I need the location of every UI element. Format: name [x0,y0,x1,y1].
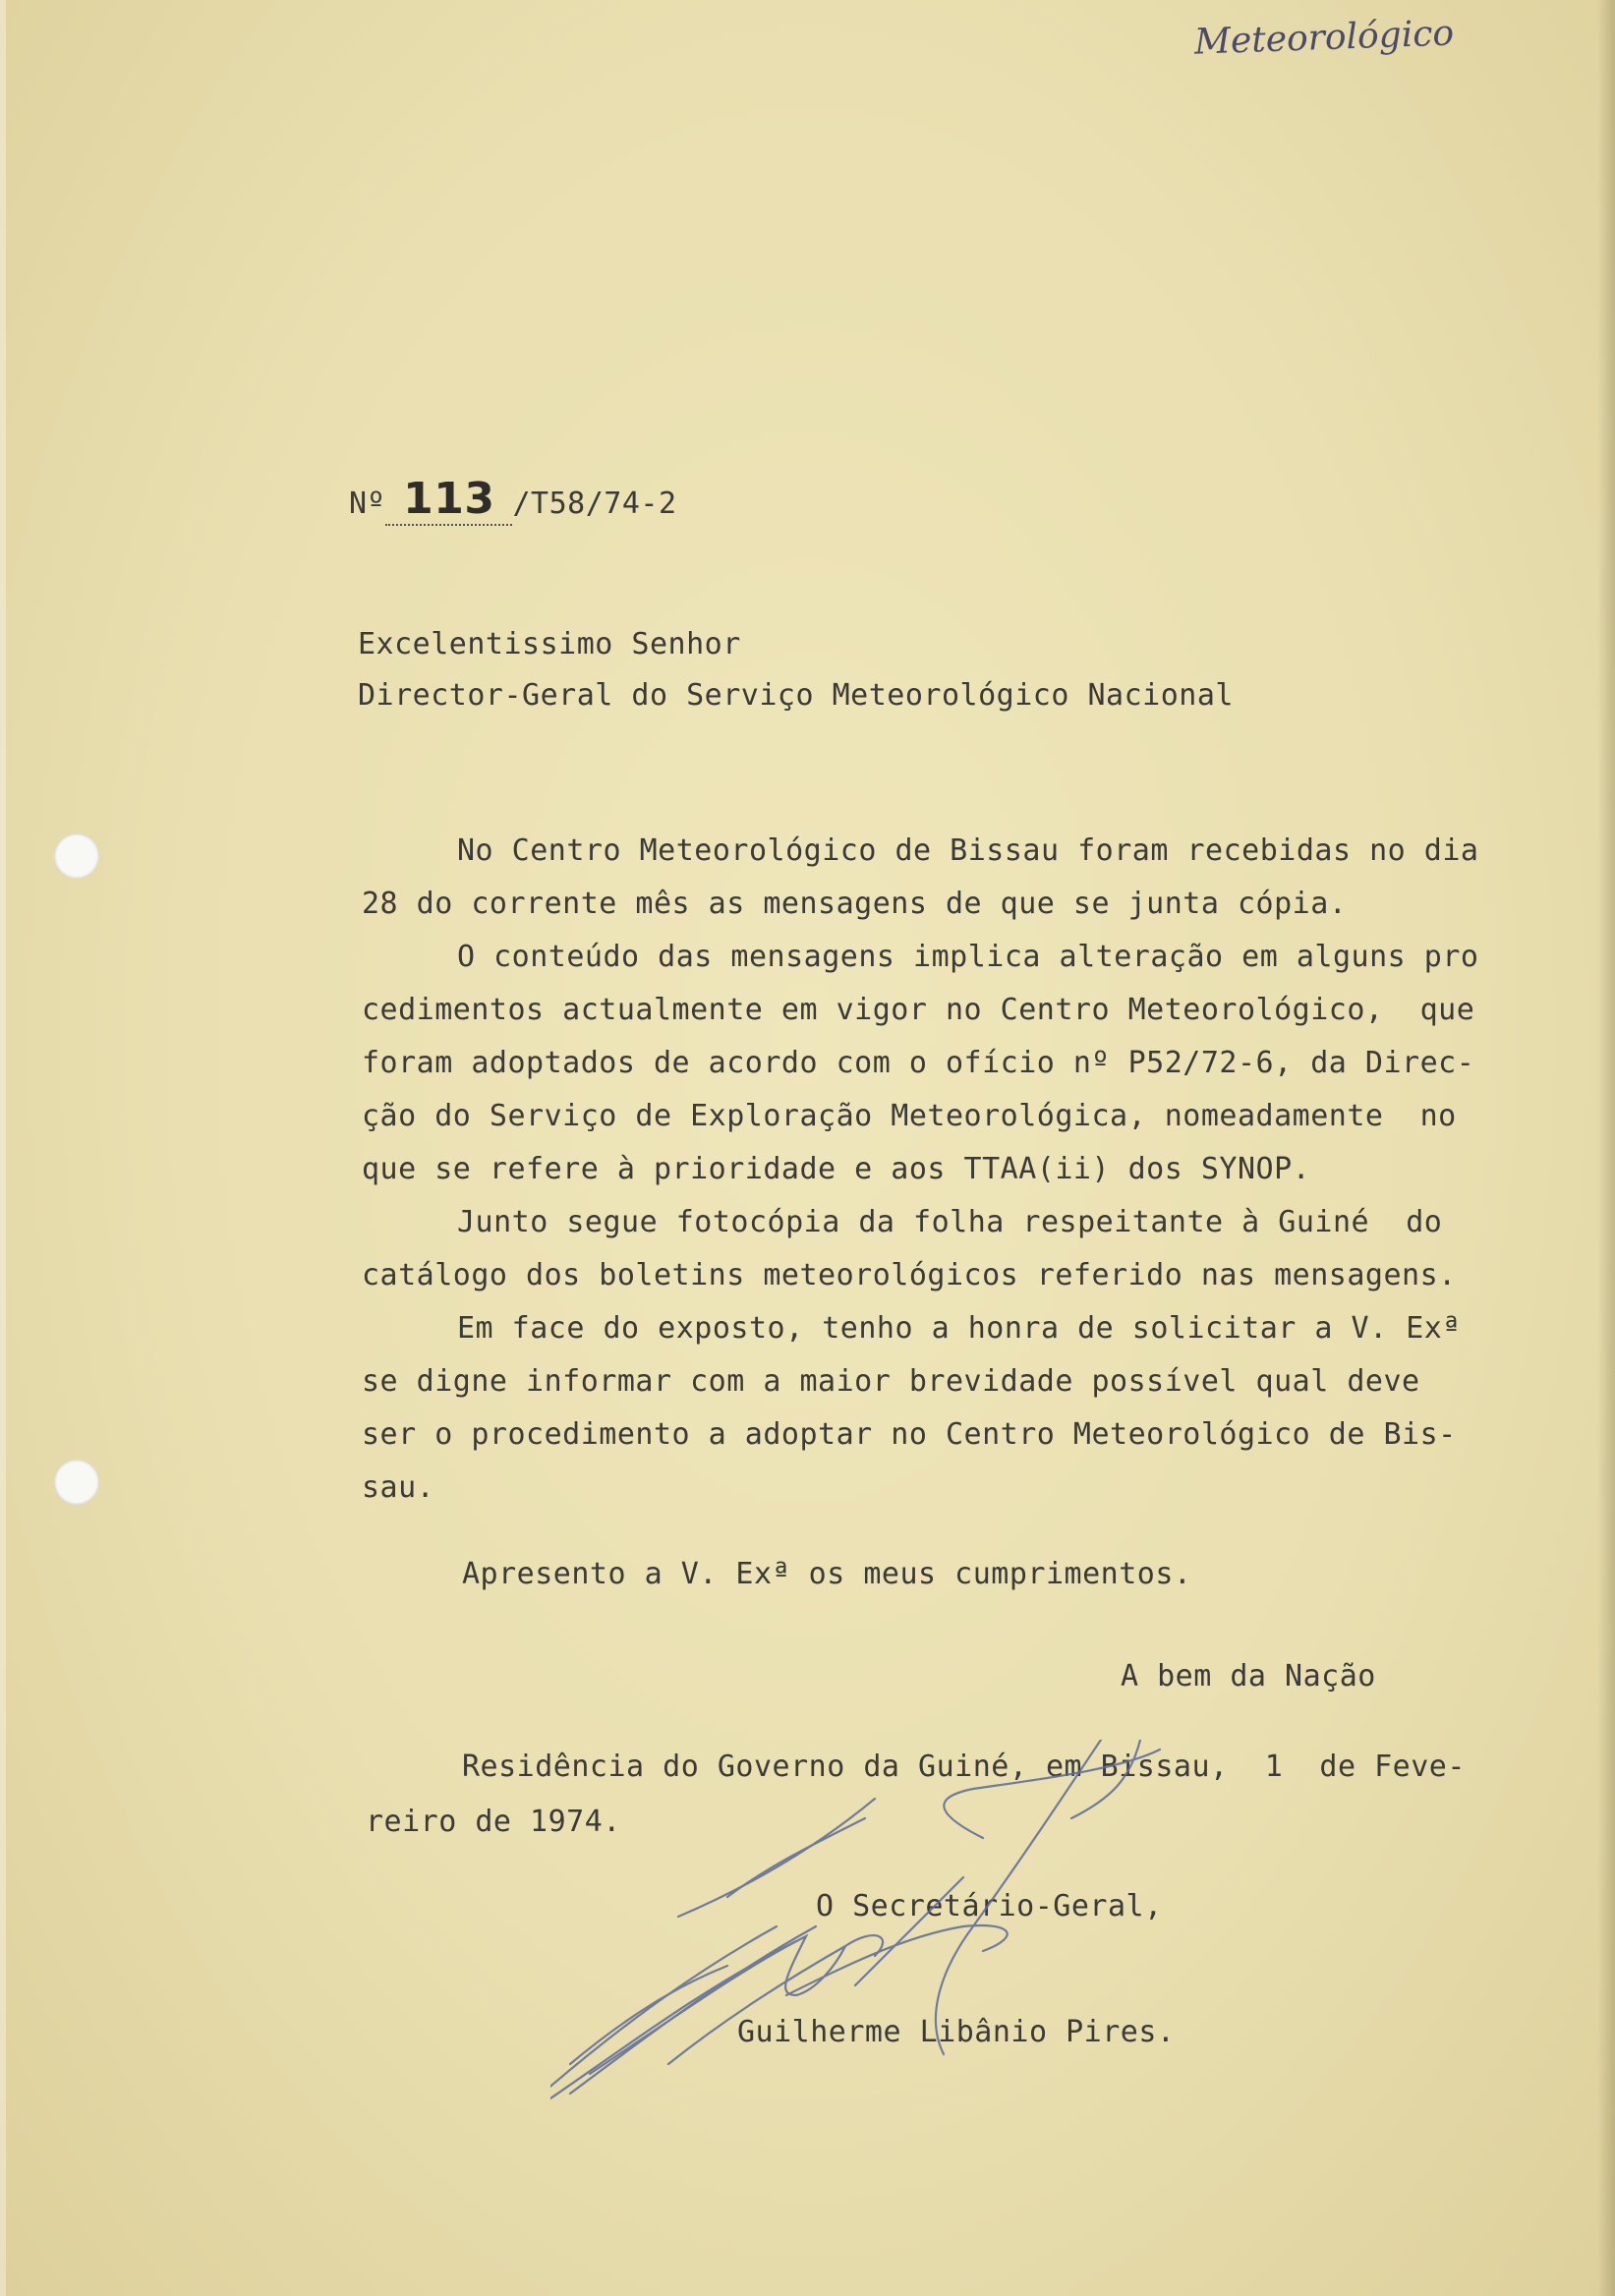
signatory-role: O Secretário-Geral, [816,1889,1163,1923]
reference-number: 113 [403,474,495,524]
body-line: Junto segue fotocópia da folha respeitante à Guiné do [457,1205,1443,1239]
body-line: sau. [362,1470,435,1505]
body-line: ção do Serviço de Exploração Meteorológica, nomeadamente no [362,1099,1457,1133]
body-line: 28 do corrente mês as mensagens de que se junta cópia. [362,887,1348,921]
body-line: cedimentos actualmente em vigor no Centro Meteorológico, que [362,993,1475,1027]
punch-hole-bottom [54,1460,99,1505]
page-edge-right [1597,0,1615,2296]
body-line: ser o procedimento a adoptar no Centro Meteorológico de Bis- [362,1417,1457,1452]
signatory-name: Guilherme Libânio Pires. [737,2015,1176,2049]
closing-motto: A bem da Nação [1121,1659,1376,1693]
place-date-line: reiro de 1974. [366,1805,621,1839]
place-date-line: Residência do Governo da Guiné, em Bissau, 1 de Feve- [462,1750,1466,1784]
reference-number-field [385,474,512,526]
body-line: que se refere à prioridade e aos TTAA(ii) dos SYNOP. [362,1152,1311,1186]
page-edge-left [0,0,6,2296]
body-line: Em face do exposto, tenho a honra de solicitar a V. Exª [457,1311,1461,1346]
handwritten-signature [550,1740,1337,2123]
body-line: catálogo dos boletins meteorológicos referido nas mensagens. [362,1258,1457,1292]
body-line: No Centro Meteorológico de Bissau foram recebidas no dia [457,833,1479,868]
reference-prefix: Nº [349,487,386,521]
addressee-title: Director-Geral do Serviço Meteorológico Nacional [358,678,1234,713]
body-line: O conteúdo das mensagens implica alteração em alguns pro [457,940,1479,974]
body-line: foram adoptados de acordo com o ofício nº P52/72-6, da Direc- [362,1046,1475,1080]
reference-number-line [349,474,677,526]
punch-hole-top [54,833,99,879]
closing-compliments: Apresento a V. Exª os meus cumprimentos. [462,1557,1192,1591]
body-line: se digne informar com a maior brevidade possível qual deve [362,1364,1420,1399]
reference-suffix: /T58/74-2 [512,487,677,521]
addressee-salutation: Excelentissimo Senhor [358,627,741,661]
handwritten-annotation: Meteorológico [1193,13,1455,63]
